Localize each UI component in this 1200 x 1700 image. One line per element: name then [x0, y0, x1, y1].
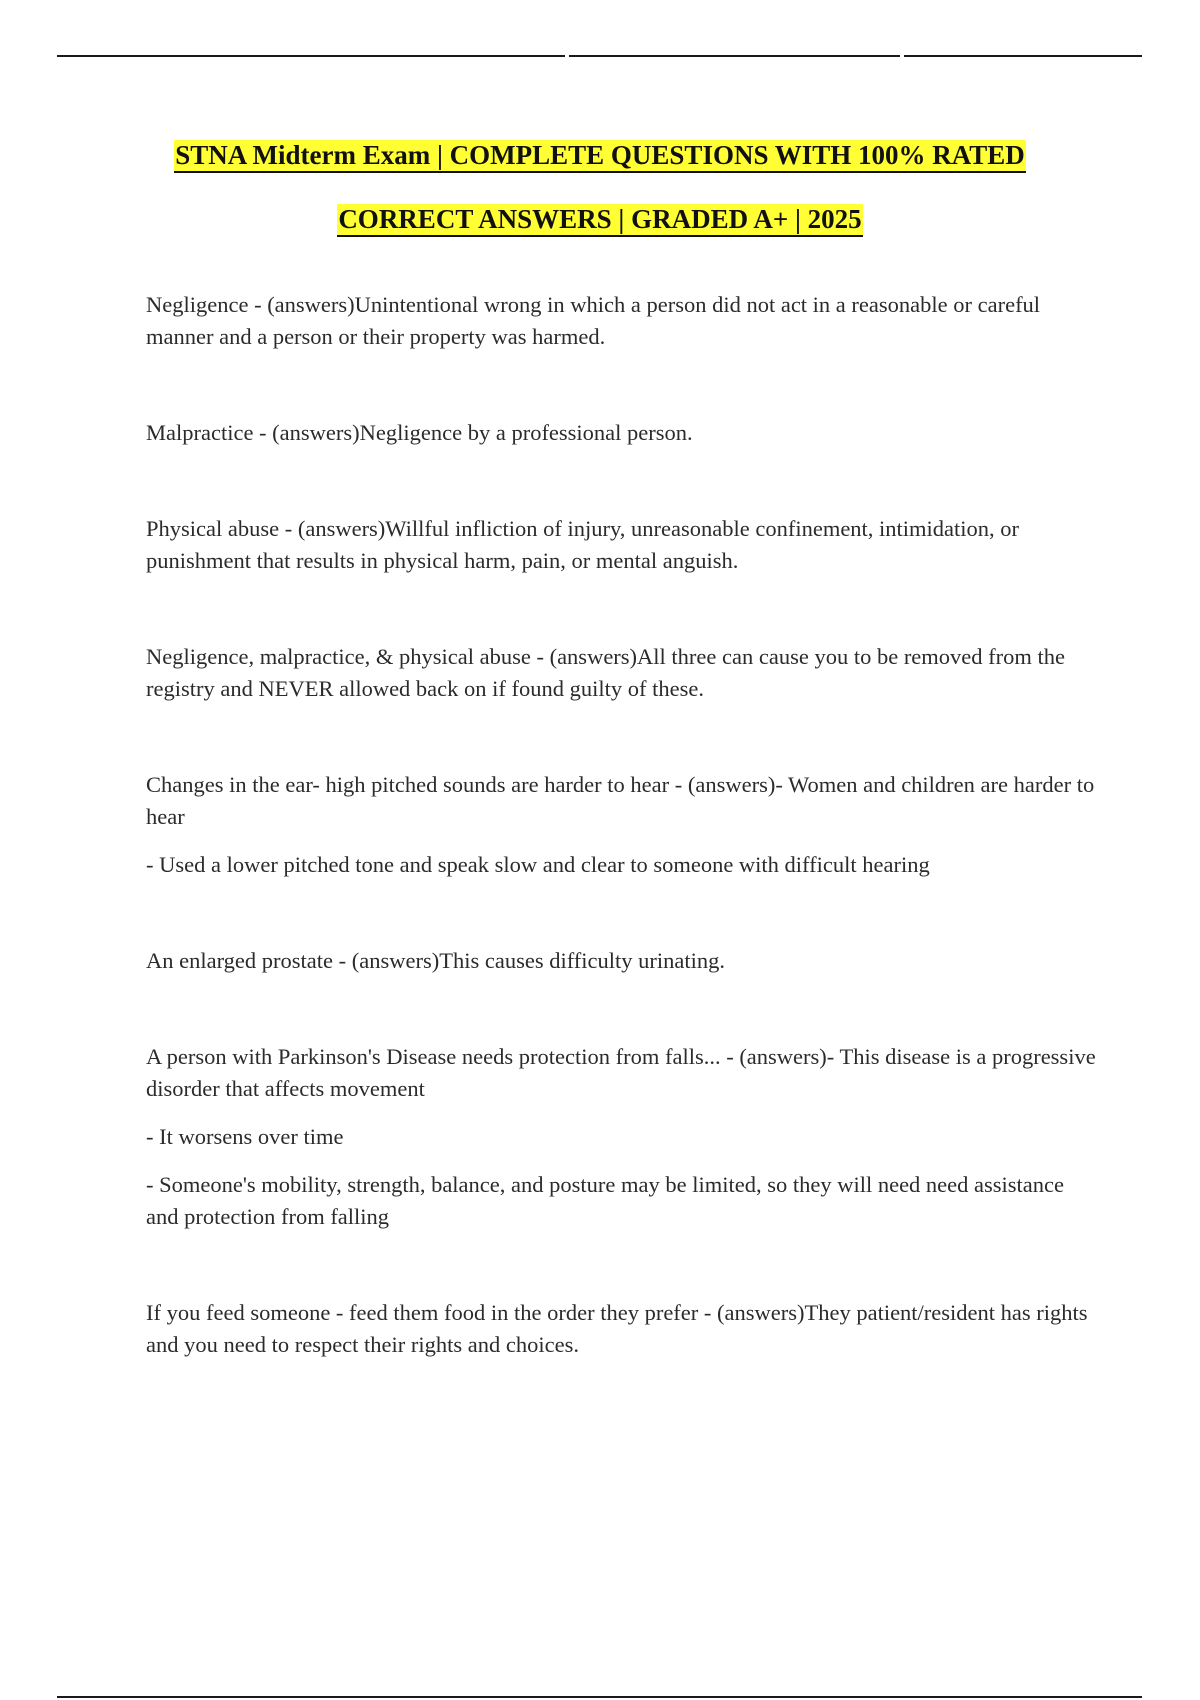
qa-entry: [146, 289, 1096, 353]
title-line-2: CORRECT ANSWERS | GRADED A+ | 2025: [337, 204, 862, 237]
qa-text: Negligence, malpractice, & physical abuse - (answers)All three can cause you to be removed from the registry and NEVER allowed back on if found guilty of these.: [146, 644, 1066, 701]
qa-bullet: - Someone's mobility, strength, balance, and posture may be limited, so they will need need assistance and protection from falling: [146, 1172, 1064, 1229]
header-rule-segment: [569, 55, 900, 57]
qa-text: If you feed someone - feed them food in the order they prefer - (answers)They patient/resident has rights and you need to respect their rights and choices.: [146, 1300, 1088, 1357]
qa-entry: [146, 513, 1096, 577]
qa-entry: [146, 641, 1096, 705]
document-title: [0, 140, 1200, 237]
qa-text: Changes in the ear- high pitched sounds are harder to hear - (answers)- Women and children are harder to hear: [146, 772, 1095, 829]
header-rule-segment: [904, 55, 1142, 57]
qa-entry: [146, 769, 1096, 881]
qa-text: Physical abuse - (answers)Willful infliction of injury, unreasonable confinement, intimidation, or punishment that results in physical harm, pain, or mental anguish.: [146, 516, 1020, 573]
qa-bullet: - It worsens over time: [146, 1124, 344, 1149]
qa-text: Negligence - (answers)Unintentional wrong in which a person did not act in a reasonable or careful manner and a person or their property was harmed.: [146, 292, 1041, 349]
footer-rule: [57, 1696, 1142, 1698]
title-line-1: STNA Midterm Exam | COMPLETE QUESTIONS WITH 100% RATED: [174, 140, 1026, 173]
qa-entry: [146, 417, 1096, 449]
header-rule-segment: [57, 55, 565, 57]
header-rule: [57, 55, 1142, 57]
qa-list: [146, 289, 1096, 1425]
qa-entry: [146, 945, 1096, 977]
qa-entry: [146, 1297, 1096, 1361]
qa-entry: [146, 1041, 1096, 1233]
qa-text: A person with Parkinson's Disease needs protection from falls... - (answers)- This disease is a progressive disorder that affects movement: [146, 1044, 1096, 1101]
qa-text: An enlarged prostate - (answers)This causes difficulty urinating.: [146, 948, 726, 973]
qa-text: Malpractice - (answers)Negligence by a professional person.: [146, 420, 693, 445]
qa-bullet: - Used a lower pitched tone and speak slow and clear to someone with difficult hearing: [146, 852, 930, 877]
